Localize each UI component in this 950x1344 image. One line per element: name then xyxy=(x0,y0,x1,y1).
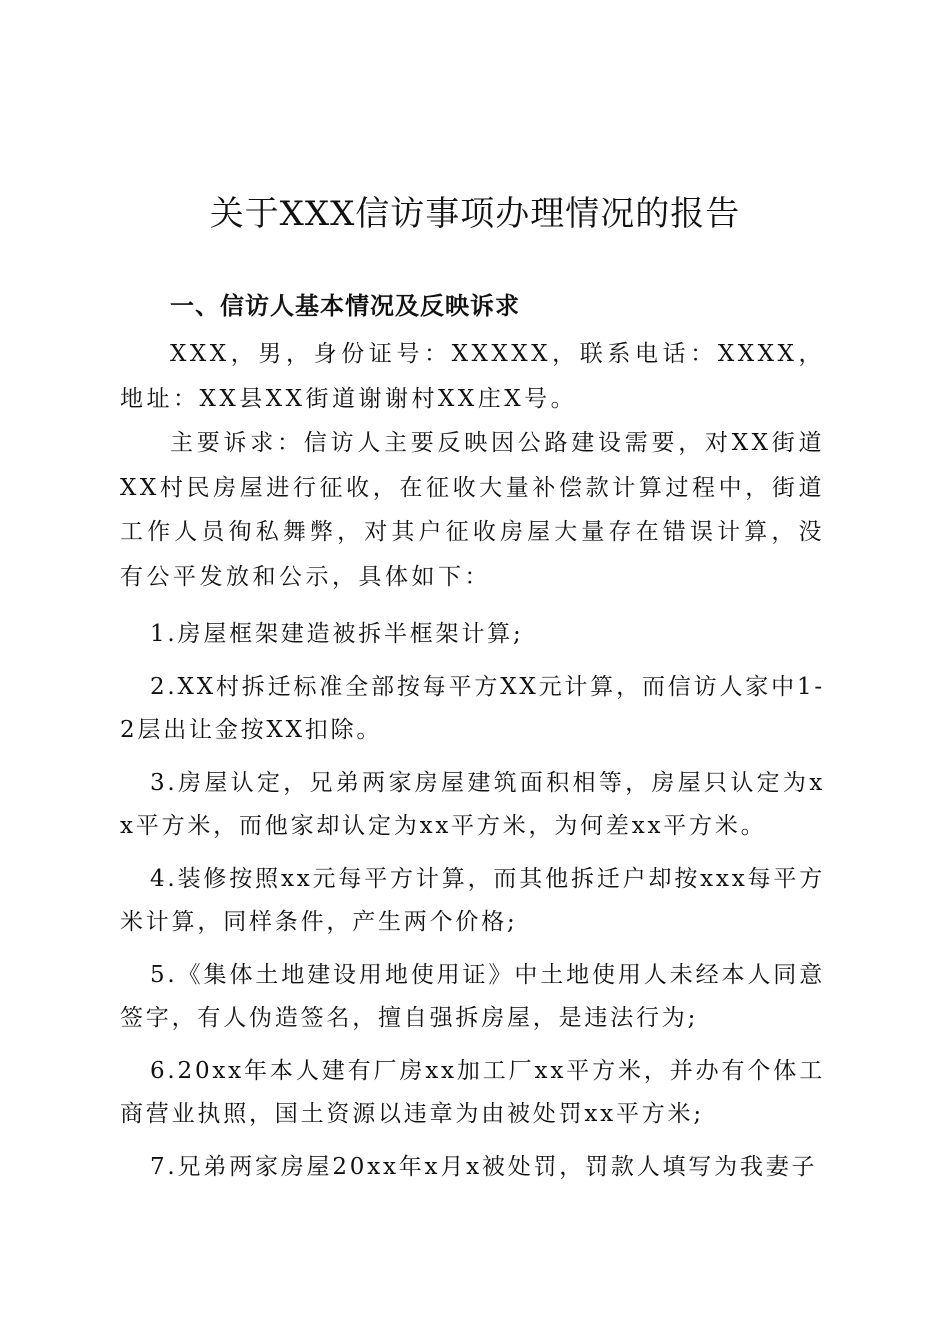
list-item: 3.房屋认定，兄弟两家房屋建筑面积相等，房屋只认定为xx平方米，而他家却认定为xx平方米，为何差xx平方米。 xyxy=(120,769,825,839)
document-title: 关于XXX信访事项办理情况的报告 xyxy=(209,194,741,234)
demand-list xyxy=(120,613,825,1189)
list-item: 6.20xx年本人建有厂房xx加工厂xx平方米，并办有个体工商营业执照，国土资源以违章为由被处罚xx平方米; xyxy=(120,1057,825,1127)
list-item: 7.兄弟两家房屋20xx年x月x被处罚，罚款人填写为我妻子 xyxy=(150,1153,818,1180)
list-item: 2.XX村拆迁标准全部按每平方XX元计算，而信访人家中1-2层出让金按XX扣除。 xyxy=(120,673,825,743)
list-item: 4.装修按照xx元每平方计算，而其他拆迁户却按xxx每平方米计算，同样条件，产生两个价格; xyxy=(120,865,825,935)
list-item: 5.《集体土地建设用地使用证》中土地使用人未经本人同意签字，有人伪造签名，擅自强拆房屋，是违法行为; xyxy=(120,961,825,1031)
list-item: 1.房屋框架建造被拆半框架计算; xyxy=(150,621,524,647)
petitioner-info-paragraph: XXX，男，身份证号：XXXXX，联系电话：XXXX，地址：XX县XX街道谢谢村XX庄X号。 xyxy=(120,341,825,412)
section-heading: 一、信访人基本情况及反映诉求 xyxy=(170,292,520,320)
document-body xyxy=(120,286,825,1198)
main-demand-paragraph: 主要诉求：信访人主要反映因公路建设需要，对XX街道XX村民房屋进行征收，在征收大量补偿款计算过程中，街道工作人员徇私舞弊，对其户征收房屋大量存在错误计算，没有公平发放和公示，具体如下： xyxy=(120,430,825,590)
